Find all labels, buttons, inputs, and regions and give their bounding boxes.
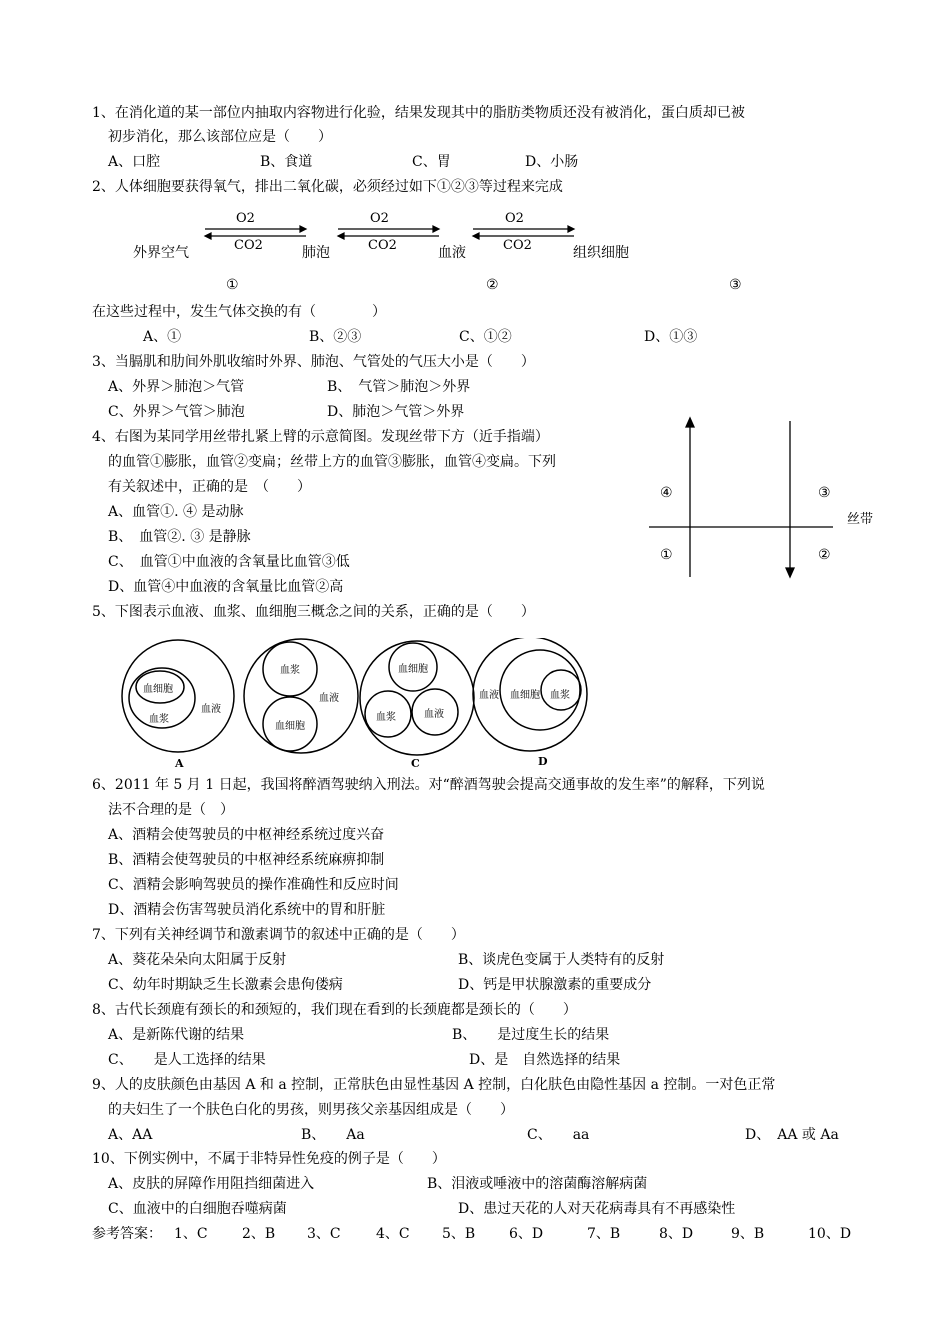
q2-option-c: C、①② — [459, 329, 512, 345]
q5-stem: 5、下图表示血液、血浆、血细胞三概念之间的关系，正确的是（ ） — [92, 604, 535, 620]
arm-band-figure — [645, 415, 845, 585]
q3-option-a: A、外界＞肺泡＞气管 — [108, 379, 245, 395]
node-tissue-cell: 组织细胞 — [573, 245, 629, 261]
q2-option-d: D、①③ — [644, 329, 698, 345]
q2-option-b: B、②③ — [309, 329, 362, 345]
fig-c-label-1: 血细胞 — [398, 664, 428, 675]
q3-option-c: C、外界＞气管＞肺泡 — [108, 404, 245, 420]
fig-c-label-2: 血浆 — [376, 712, 396, 723]
vessel-mark-1: ① — [660, 547, 673, 563]
co2-label-2: CO2 — [368, 238, 397, 253]
co2-label-1: CO2 — [234, 238, 263, 253]
q9-option-c: C、 aa — [527, 1127, 590, 1143]
o2-label-2: O2 — [370, 211, 389, 226]
q6-stem-line2: 法不合理的是（ ） — [108, 802, 234, 818]
q8-option-d: D、是 自然选择的结果 — [469, 1052, 621, 1068]
q1-stem-line2: 初步消化，那么该部位应是（ ） — [108, 129, 332, 145]
answer-6: 6、D — [509, 1226, 544, 1242]
q8-option-a: A、是新陈代谢的结果 — [108, 1027, 245, 1043]
fig-b-label-3: 血细胞 — [275, 721, 305, 732]
q6-option-b: B、酒精会使驾驶员的中枢神经系统麻痹抑制 — [108, 852, 385, 868]
vessel-mark-3: ③ — [818, 485, 831, 501]
q6-option-d: D、酒精会伤害驾驶员消化系统中的胃和肝脏 — [108, 902, 386, 918]
q7-stem: 7、下列有关神经调节和激素调节的叙述中正确的是（ ） — [92, 927, 465, 943]
q1-option-a: A、口腔 — [108, 154, 161, 170]
q1-option-c: C、胃 — [412, 154, 451, 170]
q10-option-b: B、泪液或唾液中的溶菌酶溶解病菌 — [427, 1176, 648, 1192]
blood-concept-circles — [118, 638, 598, 773]
answer-10: 10、D — [808, 1226, 852, 1242]
band-label: 丝带 — [847, 512, 874, 527]
q1-option-b: B、食道 — [260, 154, 313, 170]
fig-d-letter: D — [538, 755, 548, 768]
q7-option-d: D、钙是甲状腺激素的重要成分 — [458, 977, 652, 993]
process-mark-2: ② — [486, 277, 499, 293]
q10-option-c: C、血液中的白细胞吞噬病菌 — [108, 1201, 287, 1217]
process-mark-1: ① — [226, 277, 239, 293]
q6-stem-line1: 6、2011 年 5 月 1 日起，我国将醉酒驾驶纳入刑法。对“醉酒驾驶会提高交通事故的发生率”的解释，下列说 — [92, 777, 765, 793]
fig-c-letter: C — [411, 757, 420, 770]
fig-a-label-3: 血液 — [201, 704, 221, 715]
q9-option-a: A、AA — [108, 1127, 153, 1143]
node-blood: 血液 — [438, 245, 466, 261]
q7-option-a: A、葵花朵朵向太阳属于反射 — [108, 952, 287, 968]
answer-4: 4、C — [376, 1226, 410, 1242]
q10-stem: 10、下例实例中，不属于非特异性免疫的例子是（ ） — [92, 1151, 446, 1167]
answer-8: 8、D — [659, 1226, 694, 1242]
vessel-mark-2: ② — [818, 547, 831, 563]
q4-option-c: C、 血管①中血液的含氧量比血管③低 — [108, 554, 350, 570]
q2-stem: 2、人体细胞要获得氧气，排出二氧化碳，必须经过如下①②③等过程来完成 — [92, 179, 563, 195]
vessel-mark-4: ④ — [660, 485, 673, 501]
gas-exchange-arrows — [130, 205, 650, 265]
fig-a-label-1: 血细胞 — [143, 684, 173, 695]
q4-option-a: A、血管①. ④ 是动脉 — [108, 504, 244, 520]
q9-stem-line1: 9、人的皮肤颜色由基因 A 和 a 控制，正常肤色由显性基因 A 控制，白化肤色由隐性基因 a 控制。一对色正常 — [92, 1077, 776, 1093]
answer-5: 5、B — [442, 1226, 476, 1242]
fig-d-label-2: 血细胞 — [510, 690, 540, 701]
fig-d-label-3: 血浆 — [550, 690, 570, 701]
q9-stem-line2: 的夫妇生了一个肤色白化的男孩，则男孩父亲基因组成是（ ） — [108, 1102, 514, 1118]
co2-label-3: CO2 — [503, 238, 532, 253]
process-mark-3: ③ — [729, 277, 742, 293]
o2-label-3: O2 — [505, 211, 524, 226]
q10-option-a: A、皮肤的屏障作用阻挡细菌进入 — [108, 1176, 315, 1192]
fig-b-label-2: 血液 — [319, 693, 339, 704]
q3-option-b: B、 气管＞肺泡＞外界 — [327, 379, 471, 395]
fig-c-label-3: 血液 — [424, 709, 444, 720]
q1-option-d: D、小肠 — [525, 154, 579, 170]
o2-label-1: O2 — [236, 211, 255, 226]
node-alveoli: 肺泡 — [302, 245, 330, 261]
arm-band-lines — [645, 415, 845, 585]
q1-stem-line1: 1、在消化道的某一部位内抽取内容物进行化验，结果发现其中的脂肪类物质还没有被消化，蛋白质却已被 — [92, 105, 745, 121]
fig-a-letter: A — [175, 757, 184, 770]
answer-7: 7、B — [587, 1226, 621, 1242]
q6-option-a: A、酒精会使驾驶员的中枢神经系统过度兴奋 — [108, 827, 385, 843]
answer-1: 1、C — [174, 1226, 208, 1242]
q10-option-d: D、患过天花的人对天花病毒具有不再感染性 — [458, 1201, 736, 1217]
q8-stem: 8、古代长颈鹿有颈长的和颈短的，我们现在看到的长颈鹿都是颈长的（ ） — [92, 1002, 577, 1018]
fig-a-label-2: 血浆 — [149, 714, 169, 725]
q4-stem-line3: 有关叙述中，正确的是 （ ） — [108, 479, 311, 495]
q7-option-c: C、幼年时期缺乏生长激素会患佝偻病 — [108, 977, 343, 993]
q3-option-d: D、肺泡＞气管＞外界 — [327, 404, 465, 420]
answer-2: 2、B — [242, 1226, 276, 1242]
q4-option-b: B、 血管②. ③ 是静脉 — [108, 529, 251, 545]
q4-stem-line1: 4、右图为某同学用丝带扎紧上臂的示意简图。发现丝带下方（近手指端） — [92, 429, 549, 445]
q7-option-b: B、谈虎色变属于人类特有的反射 — [458, 952, 665, 968]
q4-option-d: D、血管④中血液的含氧量比血管②高 — [108, 579, 344, 595]
fig-b-label-1: 血浆 — [280, 665, 300, 676]
q8-option-c: C、 是人工选择的结果 — [108, 1052, 266, 1068]
q8-option-b: B、 是过度生长的结果 — [452, 1027, 610, 1043]
q2-question: 在这些过程中，发生气体交换的有（ ） — [92, 304, 386, 320]
q9-option-d: D、 AA 或 Aa — [745, 1127, 839, 1143]
q2-option-a: A、① — [143, 329, 182, 345]
node-outside-air: 外界空气 — [133, 245, 189, 261]
q3-stem: 3、当膈肌和肋间外肌收缩时外界、肺泡、气管处的气压大小是（ ） — [92, 354, 535, 370]
answer-3: 3、C — [307, 1226, 341, 1242]
q6-option-c: C、酒精会影响驾驶员的操作准确性和反应时间 — [108, 877, 399, 893]
q4-stem-line2: 的血管①膨胀，血管②变扁；丝带上方的血管③膨胀，血管④变扁。下列 — [108, 454, 556, 470]
q9-option-b: B、 Aa — [301, 1127, 365, 1143]
gas-exchange-diagram — [130, 205, 650, 265]
answers-label: 参考答案： — [92, 1226, 162, 1242]
fig-d-label-1: 血液 — [479, 690, 499, 701]
blood-concept-figures — [118, 638, 598, 773]
answer-9: 9、B — [731, 1226, 765, 1242]
